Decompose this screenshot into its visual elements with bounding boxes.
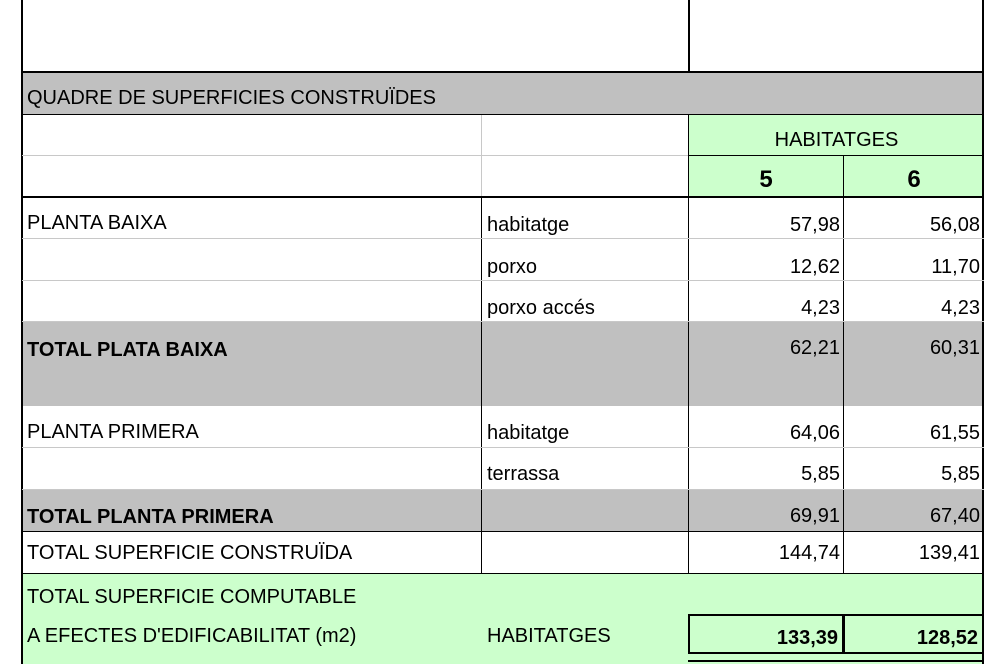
cell-value-5: 4,23	[801, 297, 840, 319]
cell-value-6: 11,70	[931, 256, 980, 278]
row-name: habitatge	[487, 422, 570, 444]
computable-label-line1: TOTAL SUPERFICIE COMPUTABLE	[27, 586, 357, 608]
border-left	[21, 0, 23, 664]
row-line-2	[22, 280, 984, 281]
cell-value-6: 5,85	[941, 463, 980, 485]
header-mid-line-green	[689, 155, 984, 156]
row-line-7	[22, 573, 984, 574]
row-line-3	[22, 321, 984, 322]
cell-value-5: 57,98	[789, 214, 840, 236]
top-area-divider	[688, 0, 690, 72]
computable-value-5: 133,39	[776, 627, 838, 649]
total-baixa-value-6: 60,31	[929, 337, 980, 359]
row-name: terrassa	[487, 463, 560, 485]
cell-value-5: 64,06	[789, 422, 840, 444]
total-primera-value-6: 67,40	[929, 505, 980, 527]
total-construida-value-5: 144,74	[778, 542, 840, 564]
row-name: porxo	[487, 256, 538, 278]
cell-value-6: 56,08	[929, 214, 980, 236]
total-baixa-value-5: 62,21	[789, 337, 840, 359]
row-name: habitatge	[487, 214, 570, 236]
total-construida-value-6: 139,41	[918, 542, 980, 564]
column-header-6: 6	[907, 166, 921, 193]
group-header-habitatges: HABITATGES	[774, 129, 899, 151]
row-line-1	[22, 238, 984, 239]
total-primera-label: TOTAL PLANTA PRIMERA	[27, 506, 274, 528]
computable-value-6: 128,52	[916, 627, 978, 649]
cell-value-6: 61,55	[929, 422, 980, 444]
section-label-planta-primera: PLANTA PRIMERA	[27, 421, 199, 443]
title-top-line	[22, 71, 984, 73]
total-baixa-label: TOTAL PLATA BAIXA	[27, 339, 228, 361]
column-header-5: 5	[759, 166, 773, 193]
row-name: porxo accés	[487, 297, 595, 319]
computable-type: HABITATGES	[487, 625, 611, 647]
section-label-planta-baixa: PLANTA BAIXA	[27, 212, 167, 234]
cell-value-5: 5,85	[801, 463, 840, 485]
header-mid-line	[22, 155, 688, 156]
total-primera-value-5: 69,91	[789, 505, 840, 527]
table-title: QUADRE DE SUPERFICIES CONSTRUÏDES	[27, 87, 436, 109]
computable-box-bottom-line	[688, 660, 982, 662]
computable-label-line2: A EFECTES D'EDIFICABILITAT (m2)	[27, 625, 357, 647]
col-divider-label-dark	[481, 197, 482, 574]
row-line-6	[22, 531, 984, 532]
row-line-5	[22, 489, 984, 490]
spacer-band	[22, 364, 984, 406]
header-bottom-line	[22, 196, 984, 198]
cell-value-5: 12,62	[789, 256, 840, 278]
title-bottom-line	[22, 114, 984, 115]
col-divider-label	[481, 115, 482, 197]
row-line-4	[22, 447, 984, 448]
border-right	[982, 0, 984, 664]
total-construida-label: TOTAL SUPERFICIE CONSTRUÏDA	[27, 542, 353, 564]
cell-value-6: 4,23	[941, 297, 980, 319]
